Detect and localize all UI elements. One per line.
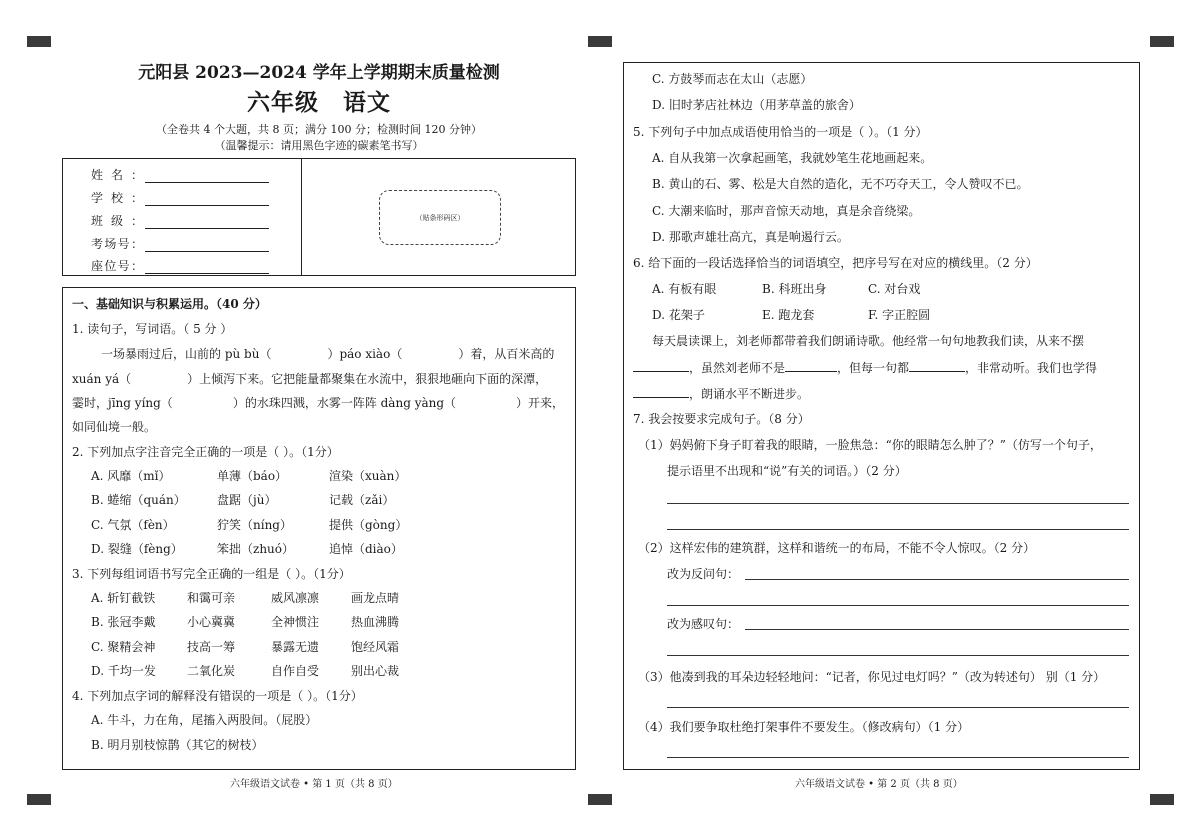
q1-line-1: 一场暴雨过后，山前的 pù bù（ ）páo xiào（ ）着，从百米高的 [101, 347, 555, 361]
q2-option-a[interactable]: A. 风靡（mǐ） 单薄（báo） 渲染（xuàn） [91, 469, 407, 483]
registration-mark [588, 794, 612, 805]
q1-line-2: xuán yá（ ）上倾泻下来。它把能量都聚集在水流中，狠狠地砸向下面的深潭， [72, 372, 548, 386]
info-divider [301, 159, 302, 275]
subject-label: 语文 [343, 89, 391, 116]
q2-option-c[interactable]: C. 气氛（fèn） 狞笑（níng） 提供（gòng） [91, 518, 408, 532]
q4-option-d[interactable]: D. 旧时茅店社林边（用茅草盖的旅舍） [652, 98, 861, 112]
q6-passage-line-3: ，朗诵水平不断进步。 [633, 385, 809, 402]
q1-line-3: 霎时，jīng yíng（ ）的水珠四溅，水雾一阵阵 dàng yàng（ ）开来， [72, 396, 565, 410]
exam-tip: （温馨提示：请用黑色字迹的碳素笔书写） [214, 139, 424, 152]
q1-title: 1. 读句子，写词语。（ 5 分 ） [72, 322, 233, 336]
q5-option-d[interactable]: D. 那歌声雄壮高亢，真是响遏行云。 [652, 230, 849, 244]
q2-title: 2. 下列加点字注音完全正确的一项是（ ）。（1分） [72, 445, 339, 459]
exam-note: （全卷共 4 个大题，共 8 页；满分 100 分；检测时间 120 分钟） [156, 123, 482, 136]
section-heading: 一、基础知识与积累运用。（40 分） [72, 297, 267, 311]
q7-2-exclamation-label: 改为感叹句： [667, 617, 740, 631]
answer-line[interactable] [667, 605, 1129, 606]
q7-2-rhetorical-label: 改为反问句： [667, 567, 740, 581]
q6-blank[interactable] [785, 359, 837, 372]
answer-line[interactable] [667, 503, 1129, 504]
answer-line[interactable] [745, 629, 1129, 630]
q4-option-a[interactable]: A. 牛斗，力在角，尾搐入两股间。（屁股） [91, 713, 318, 727]
answer-line[interactable] [667, 757, 1129, 758]
registration-mark [588, 36, 612, 47]
registration-mark [27, 36, 51, 47]
q5-option-b[interactable]: B. 黄山的石、雾、松是大自然的造化，无不巧夺天工，令人赞叹不已。 [652, 177, 1029, 191]
q5-option-c[interactable]: C. 大潮来临时，那声音惊天动地，真是余音绕梁。 [652, 204, 921, 218]
q6-passage-line-1: 每天晨读课上，刘老师都带着我们朗诵诗歌。他经常一句句地教我们读，从来不摆 [652, 334, 1085, 348]
page-1 [60, 60, 578, 790]
q7-2-prompt: （2）这样宏伟的建筑群，这样和谐统一的布局，不能不令人惊叹。（2 分） [638, 541, 1036, 555]
q2-option-d[interactable]: D. 裂缝（fèng） 笨拙（zhuó） 追悼（diào） [91, 542, 403, 556]
q3-option-a[interactable]: A. 斩钉截铁 和霭可亲 威风凛凛 画龙点晴 [91, 591, 400, 605]
q3-option-d[interactable]: D. 千均一发 二氧化炭 自作自受 别出心裁 [91, 664, 400, 678]
registration-mark [27, 794, 51, 805]
q6-blank[interactable] [633, 359, 689, 372]
q7-1-prompt: （1）妈妈俯下身子盯着我的眼睛，一脸焦急：“你的眼睛怎么肿了？”（仿写一个句子， [638, 438, 1102, 452]
exam-room-field[interactable]: 考场号： [91, 234, 269, 252]
page-footer: 六年级语文试卷 • 第 2 页（共 8 页） [795, 779, 963, 790]
q4-option-c[interactable]: C. 方鼓琴而志在太山（志愿） [652, 72, 813, 86]
barcode-area: （贴条形码区） [379, 190, 501, 245]
q6-blank[interactable] [909, 359, 965, 372]
grade-label: 六年级 [247, 89, 319, 116]
answer-line[interactable] [667, 707, 1129, 708]
q4-option-b[interactable]: B. 明月别枝惊鹊（其它的树枝） [91, 738, 264, 752]
questions-box-left [62, 287, 576, 770]
q2-option-b[interactable]: B. 蜷缩（quán） 盘踞（jù） 记载（zǎi） [91, 493, 395, 507]
exam-title: 元阳县 2023—2024 学年上学期期末质量检测 [138, 63, 500, 83]
q3-option-b[interactable]: B. 张冠李戴 小心冀冀 全神惯注 热血沸腾 [91, 615, 400, 629]
q3-title: 3. 下列每组词语书写完全正确的一组是（ ）。（1分） [72, 567, 351, 581]
q5-option-a[interactable]: A. 自从我第一次拿起画笔，我就妙笔生花地画起来。 [652, 151, 933, 165]
answer-line[interactable] [667, 655, 1129, 656]
q5-title: 5. 下列句子中加点成语使用恰当的一项是（ ）。（1 分） [633, 125, 928, 139]
q7-1-prompt-cont: 提示语里不出现和“说”有关的词语。）（2 分） [667, 464, 907, 478]
q4-title: 4. 下列加点字词的解释没有错误的一项是（ ）。（1分） [72, 689, 363, 703]
registration-mark [1150, 36, 1174, 47]
q6-blank[interactable] [633, 385, 689, 398]
q7-title: 7. 我会按要求完成句子。（8 分） [633, 412, 810, 426]
seat-number-field[interactable]: 座位号： [91, 256, 269, 274]
page-footer: 六年级语文试卷 • 第 1 页（共 8 页） [230, 779, 398, 790]
answer-line[interactable] [667, 529, 1129, 530]
q7-4-prompt: （4）我们要争取杜绝打架事件不要发生。（修改病句）（1 分） [638, 720, 970, 734]
school-field[interactable]: 学校： [91, 188, 269, 206]
q6-passage-line-2: ，虽然刘老师不是 ，但每一句都 ，非常动听。我们也学得 [633, 359, 1097, 376]
answer-line[interactable] [745, 579, 1129, 580]
name-field[interactable]: 姓名： [91, 165, 269, 183]
exam-subtitle [60, 88, 578, 118]
questions-box-right [623, 62, 1140, 770]
class-field[interactable]: 班级： [91, 211, 269, 229]
q6-options-row-1: A. 有板有眼 B. 科班出身 C. 对台戏 [652, 282, 921, 296]
q1-line-4: 如同仙境一般。 [72, 420, 157, 434]
q7-3-prompt: （3）他凑到我的耳朵边轻轻地问：“记者，你见过电灯吗？”（改为转述句） 别（1 分） [638, 670, 1106, 684]
student-info-box [62, 158, 576, 276]
q3-option-c[interactable]: C. 聚精会神 技高一筹 暴露无遗 饱经风霜 [91, 640, 400, 654]
registration-mark [1150, 794, 1174, 805]
q6-options-row-2: D. 花架子 E. 跑龙套 F. 字正腔圆 [652, 308, 931, 322]
q6-title: 6. 给下面的一段话选择恰当的词语填空，把序号写在对应的横线里。（2 分） [633, 256, 1038, 270]
